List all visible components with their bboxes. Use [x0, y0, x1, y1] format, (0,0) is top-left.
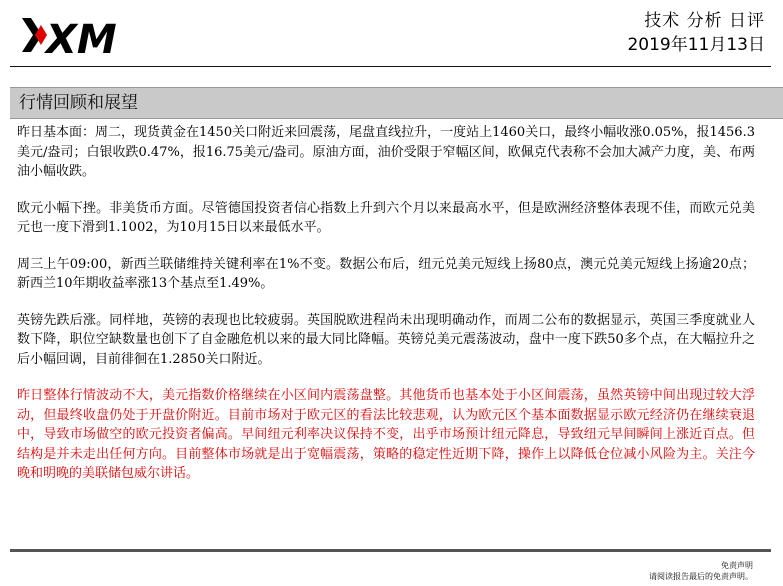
paragraph-nzd: 周三上午09:00，新西兰联储维持关键利率在1%不变。数据公布后，纽元兑美元短线上扬80点，澳元兑美元短线上扬逾20点；新西兰10年期收益率涨13个基点至1.49%。 — [17, 256, 755, 291]
disclaimer-text: 请阅读报告最后的免责声明。 — [649, 572, 753, 581]
paragraph-gbp: 英镑先跌后涨。同样地，英镑的表现也比较疲弱。英国脱欧进程尚未出现明确动作，而周二公布的数据显示，英国三季度就业人数下降，职位空缺数量也创下了自金融危机以来的最大同比降幅。英镑兑美元震荡波动，盘中一度下跌50多个点，在大幅拉升之后小幅回调，目前徘徊在1.2850关口附近。 — [17, 312, 755, 367]
section-title: 行情回顾和展望 — [19, 93, 138, 113]
paragraph-euro: 欧元小幅下挫。非美货币方面。尽管德国投资者信心指数上升到六个月以来最高水平，但是欧洲经济整体表现不佳，而欧元兑美元也一度下滑到1.1002，为10月15日以来最低水平。 — [17, 200, 755, 235]
report-body — [17, 123, 755, 501]
disclaimer-title: 免责声明 — [721, 561, 753, 570]
report-date: 2019年11月13日 — [627, 35, 765, 55]
section-header-bar — [10, 87, 783, 119]
logo-text: XM — [46, 17, 117, 60]
report-type: 技术 分析 日评 — [644, 11, 765, 31]
footer-divider — [10, 549, 771, 552]
report-header — [627, 10, 765, 56]
disclaimer — [649, 560, 753, 582]
paragraph-outlook: 昨日整体行情波动不大，美元指数价格继续在小区间内震荡盘整。其他货币也基本处于小区间震荡，虽然英镑中间出现过较大浮动，但最终收盘仍处于开盘价附近。目前市场对于欧元区的看法比较悲观，认为欧元区个基本面数据显示欧元经济仍在继续衰退中，导致市场做空的欧元投资者偏高。早间纽元利率决议保持不变，出乎市场预计纽元降息，导致纽元早间瞬间上涨近百点。但结构是并未走出任何方向。目前整体市场就是出于宽幅震荡，策略的稳定性近期下降，操作上以降低仓位减小风险为主。关注今晚和明晚的美联储包威尔讲话。 — [17, 388, 755, 481]
paragraph-fundamentals: 昨日基本面：周二，现货黄金在1450关口附近来回震荡，尾盘直线拉升，一度站上1460关口，最终小幅收涨0.05%，报1456.3美元/盎司；白银收跌0.47%，报16.75美元/盎司。原油方面，油价受限于窄幅区间，欧佩克代表称不会加大减产力度，美、布两油小幅收跌。 — [17, 125, 755, 179]
header-divider — [10, 66, 771, 67]
xm-logo-mark — [22, 14, 132, 60]
xm-logo — [22, 14, 132, 60]
